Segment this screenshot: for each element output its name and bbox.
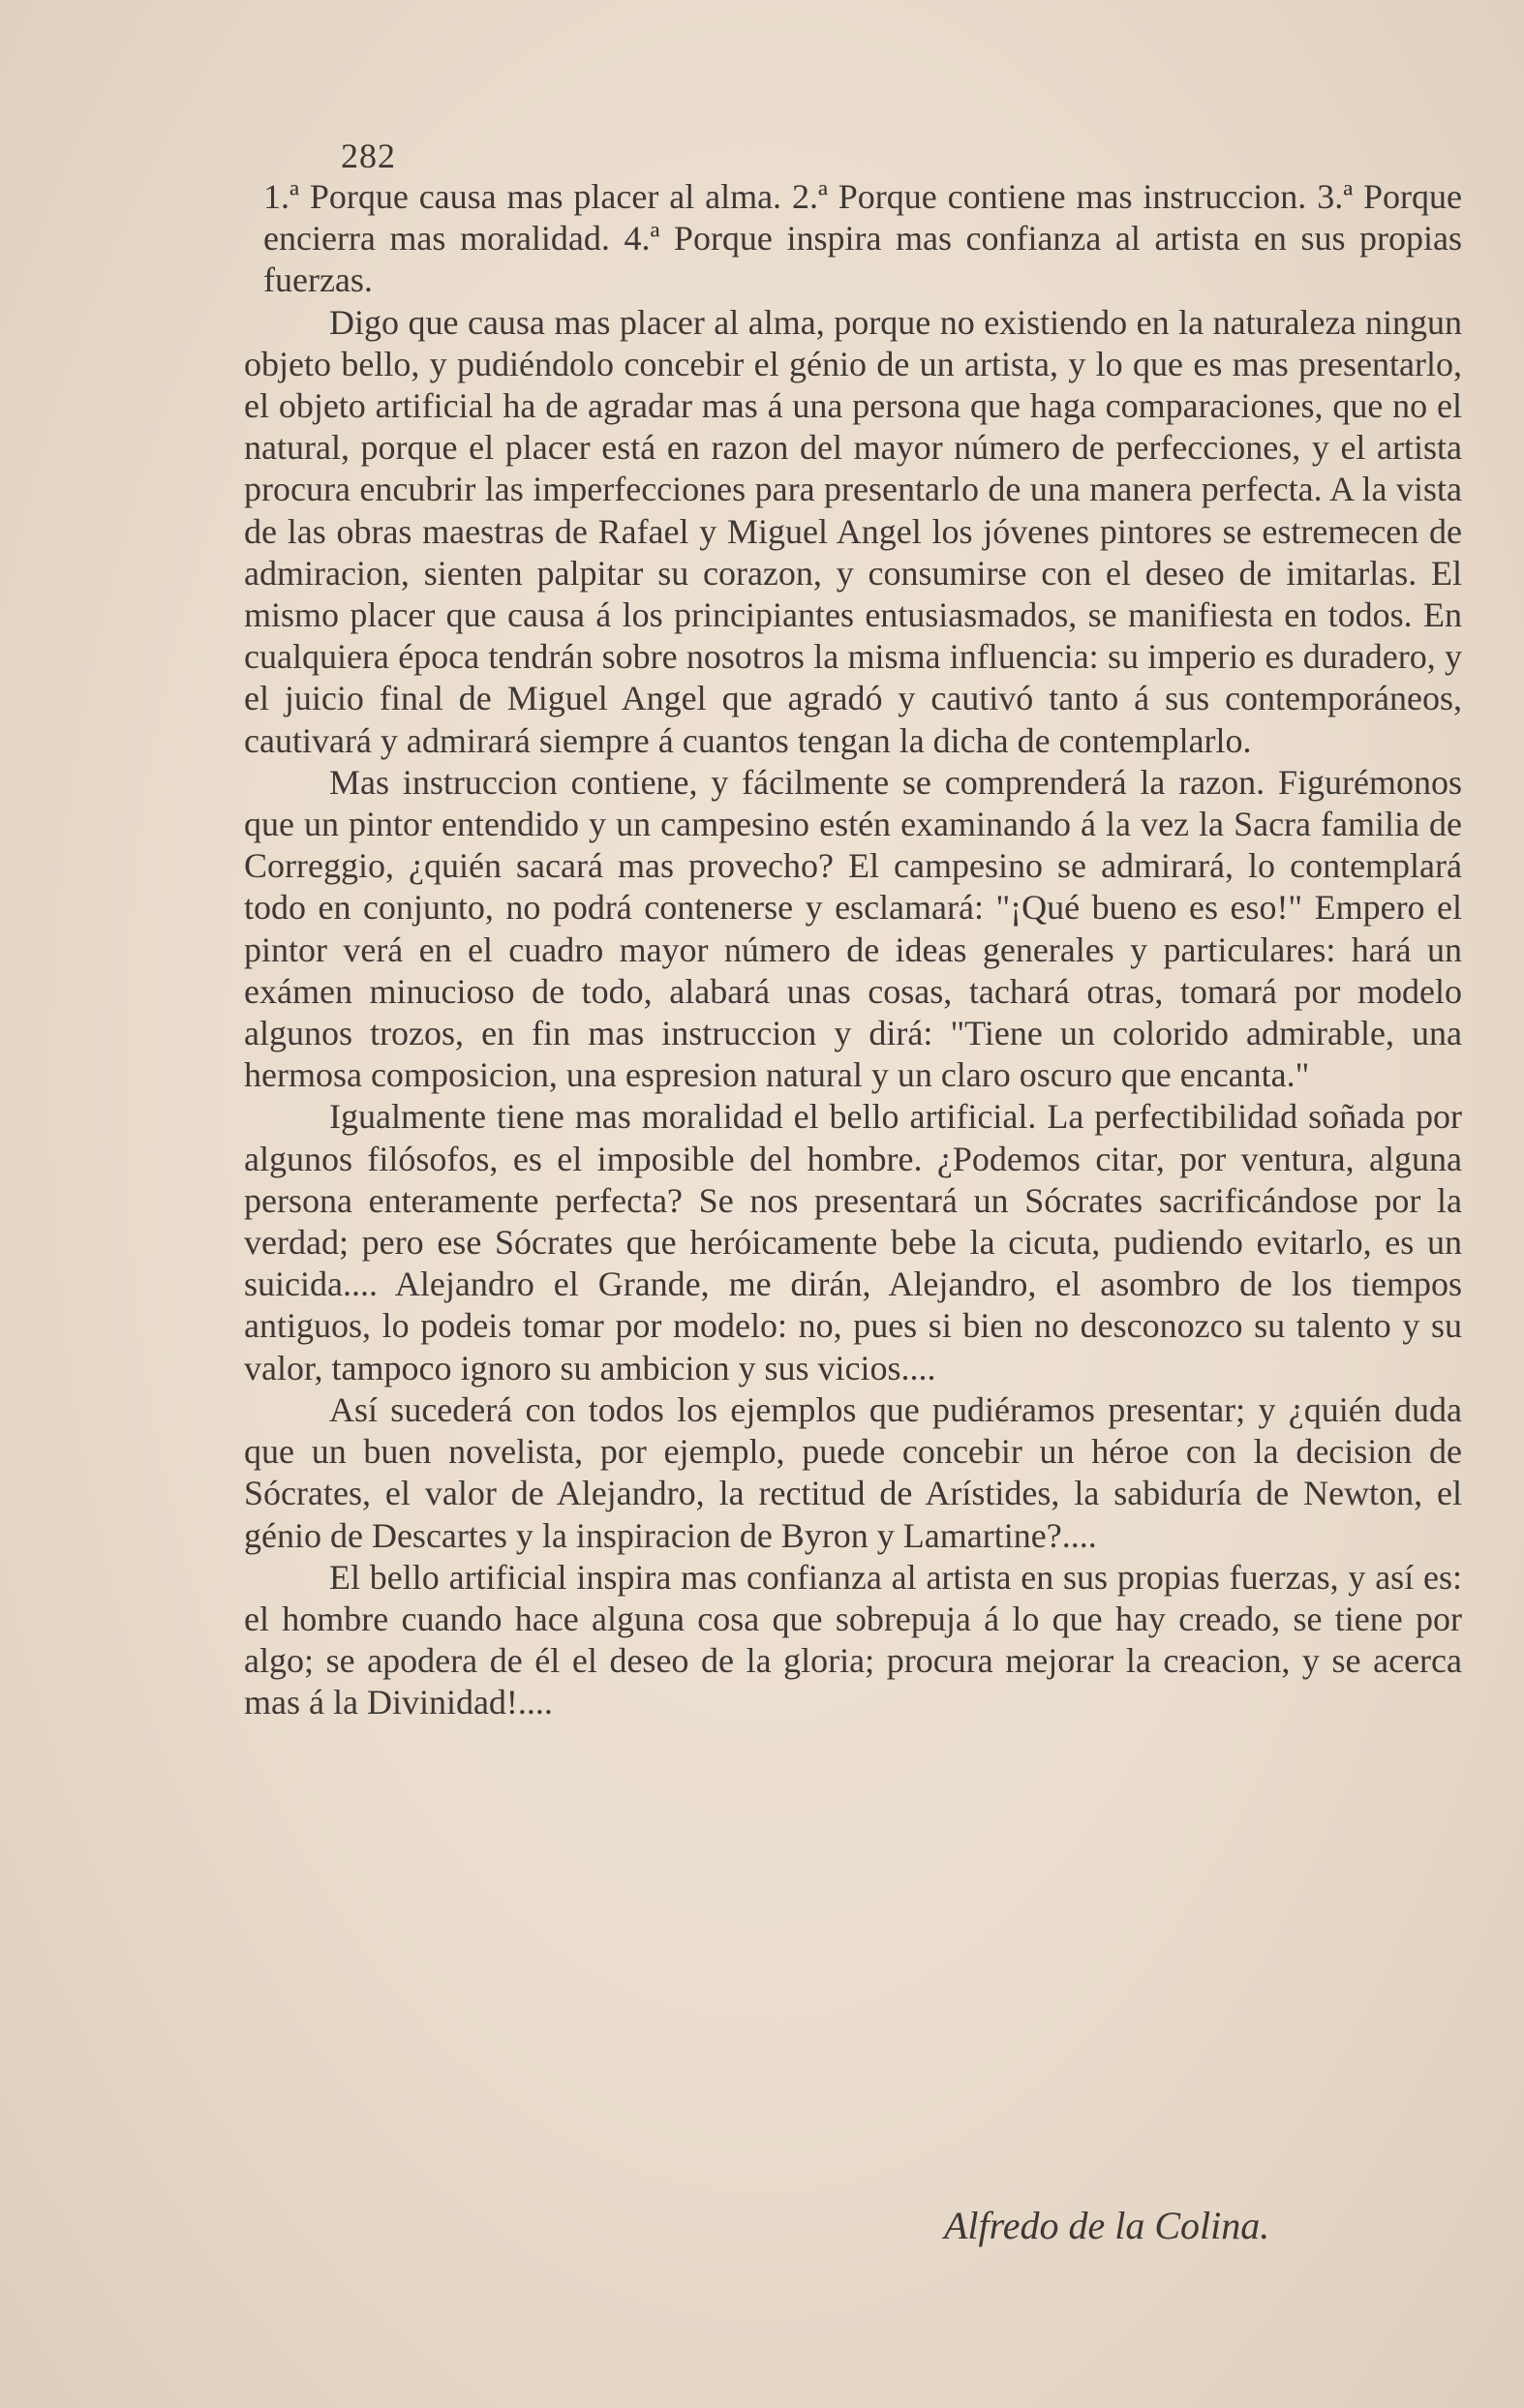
paragraph-1: 1.ª Porque causa mas placer al alma. 2.ª Porque contiene mas instruccion. 3.ª Porque encierra mas moralidad. 4.ª Porque inspira mas confianza al artista en sus propias fuerzas. [263, 177, 1462, 300]
author-signature: Alfredo de la Colina. [944, 2204, 1270, 2247]
page-number: 282 [341, 137, 396, 175]
paragraph-6: El bello artificial inspira mas confianza al artista en sus propias fuerzas, y así es: el hombre cuando hace alguna cosa que sobrepuja á lo que hay creado, se tiene por algo; se apodera de él el deseo de la gloria; procura mejorar la creacion, y se acerca mas á la Divinidad!.... [244, 1557, 1462, 1722]
paragraph-4: Igualmente tiene mas moralidad el bello artificial. La perfectibilidad soñada por algunos filósofos, es el imposible del hombre. ¿Podemos citar, por ventura, alguna persona enteramente perfecta? Se nos presentará un Sócrates sacrificándose por la verdad; pero ese Sócrates que heróicamente bebe la cicuta, pudiendo evitarlo, es un suicida.... Alejandro el Grande, me dirán, Alejandro, el asombro de los tiempos antiguos, lo podeis tomar por modelo: no, pues si bien no desconozco su talento y su valor, tampoco ignoro su ambicion y sus vicios.... [244, 1097, 1462, 1387]
body-text [244, 176, 1462, 1724]
paragraph-3: Mas instruccion contiene, y fácilmente se comprenderá la razon. Figurémonos que un pintor entendido y un campesino estén examinando á la vez la Sacra familia de Correggio, ¿quién sacará mas provecho? El campesino se admirará, lo contemplará todo en conjunto, no podrá contenerse y esclamará: "¡Qué bueno es eso!" Empero el pintor verá en el cuadro mayor número de ideas generales y particulares: hará un exámen minucioso de todo, alabará unas cosas, tachará otras, tomará por modelo algunos trozos, en fin mas instruccion y dirá: "Tiene un colorido admirable, una hermosa composicion, una espresion natural y un claro oscuro que encanta." [244, 762, 1462, 1095]
paragraph-2: Digo que causa mas placer al alma, porque no existiendo en la naturaleza ningun objeto bello, y pudiéndolo concebir el génio de un artista, y lo que es mas presentarlo, el objeto artificial ha de agradar mas á una persona que haga comparaciones, que no el natural, porque el placer está en razon del mayor número de perfecciones, y el artista procura encubrir las imperfecciones para presentarlo de una manera perfecta. A la vista de las obras maestras de Rafael y Miguel Angel los jóvenes pintores se estremecen de admiracion, sienten palpitar su corazon, y consumirse con el deseo de imitarlas. El mismo placer que causa á los principiantes entusiasmados, se manifiesta en todos. En cualquiera época tendrán sobre nosotros la misma influencia: su imperio es duradero, y el juicio final de Miguel Angel que agradó y cautivó tanto á sus contemporáneos, cautivará y admirará siempre á cuantos tengan la dicha de contemplarlo. [244, 302, 1462, 760]
paragraph-5: Así sucederá con todos los ejemplos que pudiéramos presentar; y ¿quién duda que un buen novelista, por ejemplo, puede concebir un héroe con la decision de Sócrates, el valor de Alejandro, la rectitud de Arístides, la sabiduría de Newton, el génio de Descartes y la inspiracion de Byron y Lamartine?.... [244, 1389, 1462, 1555]
